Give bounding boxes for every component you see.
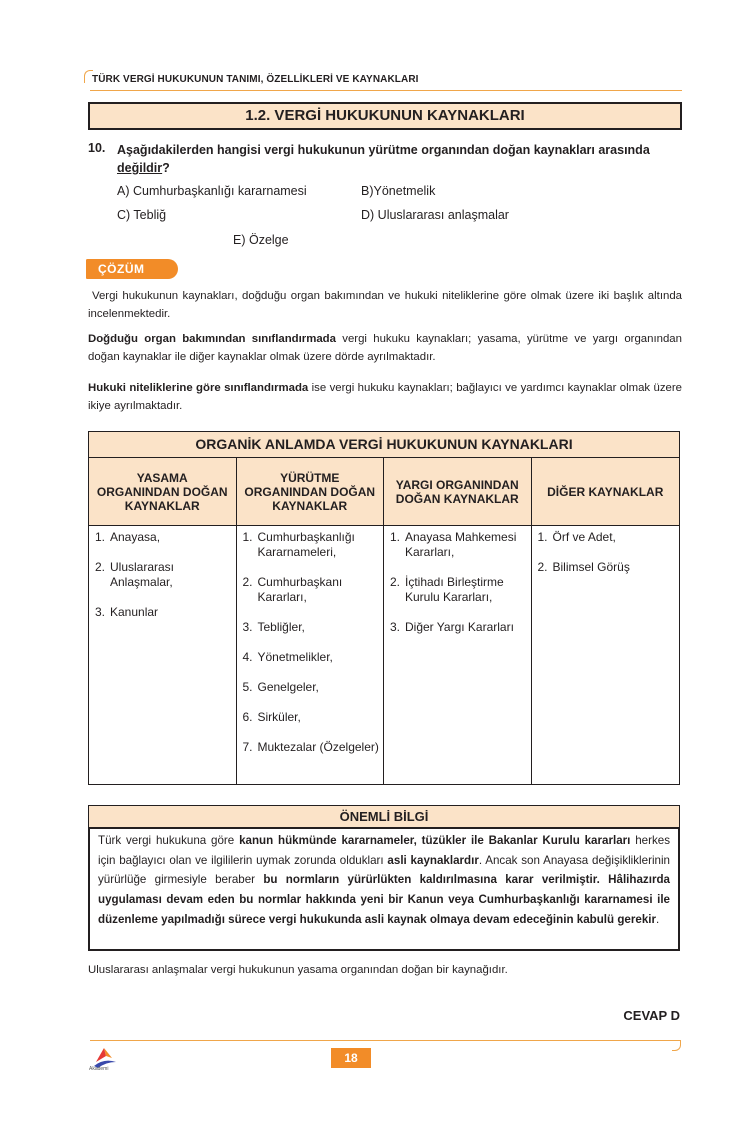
- publisher-logo-text: Akademi: [89, 1066, 109, 1072]
- table-column-header: YASAMA ORGANINDAN DOĞAN KAYNAKLAR: [89, 458, 236, 526]
- list-item-text: Anayasa,: [110, 530, 161, 544]
- list-item: [390, 575, 527, 605]
- important-info-title: ÖNEMLİ BİLGİ: [88, 805, 680, 827]
- option-c[interactable]: C) Tebliğ: [117, 208, 167, 222]
- list-item: [243, 710, 380, 725]
- list-item-text: Örf ve Adet,: [552, 530, 616, 544]
- list-item: [243, 530, 380, 560]
- list-item: [95, 530, 232, 545]
- table-column: [532, 458, 680, 785]
- table-column-header: DİĞER KAYNAKLAR: [532, 458, 680, 526]
- list-item-text: Diğer Yargı Kararları: [405, 620, 514, 634]
- table-column: [384, 458, 532, 785]
- option-e[interactable]: E) Özelge: [233, 233, 289, 247]
- list-item-text: Kanunlar: [110, 605, 159, 619]
- list-item-number: 7.: [242, 740, 253, 754]
- table-column-header: YARGI ORGANINDAN DOĞAN KAYNAKLAR: [384, 458, 531, 526]
- list-item-number: 3.: [390, 620, 401, 634]
- list-item: [390, 530, 527, 560]
- list-item: [95, 605, 232, 620]
- important-info-box: Türk vergi hukukuna göre kanun hükmünde kararnameler, tüzükler ile Bakanlar Kurulu kararları herkes için bağlayıcı olan ve ilgililerin uymak zorunda oldukları asli kaynaklardır. Ancak son Anayasa değişikliklerinin yürürlüğe girmesiyle beraber bu normların yürürlükten kaldırılmasına karar verilmiştir. Hâlihazırda uygulaması devam eden bu normlar hakkında yeni bir Kanun veya Cumhurbaşkanlığı kararnamesi ile düzenleme yapılmadığı sürece vergi hukukunda asli kaynak olmaya devam edeceğinin kabulü gerekir.: [88, 827, 680, 951]
- table-column-list: [89, 526, 236, 620]
- list-item-number: 1.: [537, 530, 548, 544]
- list-item-number: 3.: [95, 605, 106, 619]
- footer-ornament: [672, 1040, 681, 1051]
- list-item-text: Muktezalar (Özelgeler): [257, 740, 379, 754]
- section-title: 1.2. VERGİ HUKUKUNUN KAYNAKLARI: [88, 102, 682, 130]
- list-item-text: Genelgeler,: [257, 680, 319, 694]
- list-item-number: 2.: [242, 575, 253, 589]
- list-item: [243, 680, 380, 695]
- list-item: [243, 650, 380, 665]
- solution-paragraph-3: Hukuki niteliklerine göre sınıflandırmada ise vergi hukuku kaynakları; bağlayıcı ve yardımcı kaynaklar olmak üzere ikiye ayrılmaktadır.: [88, 382, 682, 412]
- question-number: 10.: [88, 141, 106, 155]
- list-item-number: 2.: [390, 575, 401, 589]
- sources-table: [88, 431, 680, 785]
- list-item-text: Uluslararası Anlaşmalar,: [110, 560, 175, 589]
- table-column-list: [532, 526, 680, 575]
- list-item: [243, 620, 380, 635]
- list-item: [390, 620, 527, 635]
- solution-paragraph-2: Doğduğu organ bakımından sınıflandırmada vergi hukuku kaynakları; yasama, yürütme ve yargı organından doğan kaynaklar ile diğer kaynaklar olmak üzere dörde ayrılmaktadır.: [88, 333, 682, 363]
- list-item-number: 5.: [242, 680, 253, 694]
- running-head: TÜRK VERGİ HUKUKUNUN TANIMI, ÖZELLİKLERİ VE KAYNAKLARI: [92, 74, 419, 85]
- list-item: [243, 740, 380, 755]
- list-item: [243, 575, 380, 605]
- page-number: 18: [331, 1048, 371, 1068]
- list-item-number: 3.: [242, 620, 253, 634]
- list-item-number: 1.: [95, 530, 106, 544]
- list-item-number: 6.: [242, 710, 253, 724]
- list-item-text: Tebliğler,: [257, 620, 305, 634]
- question-text: Aşağıdakilerden hangisi vergi hukukunun yürütme organından doğan kaynakları arasında değildir?: [117, 143, 650, 175]
- list-item-text: Sirküler,: [257, 710, 301, 724]
- footer-rule: [90, 1040, 680, 1041]
- list-item-number: 4.: [242, 650, 253, 664]
- question-keyword: değildir: [117, 161, 163, 175]
- table-column-list: [237, 526, 384, 755]
- list-item-text: Cumhurbaşkanı Kararları,: [257, 575, 343, 604]
- list-item-text: Bilimsel Görüş: [552, 560, 630, 574]
- list-item: [538, 560, 676, 575]
- list-item-text: Yönetmelikler,: [257, 650, 333, 664]
- list-item-text: Anayasa Mahkemesi Kararları,: [405, 530, 517, 559]
- closing-note: Uluslararası anlaşmalar vergi hukukunun yasama organından doğan bir kaynağıdır.: [88, 964, 508, 976]
- table-columns: [89, 458, 679, 785]
- answer-label: CEVAP D: [623, 1008, 680, 1023]
- list-item: [538, 530, 676, 545]
- table-column-header: YÜRÜTME ORGANINDAN DOĞAN KAYNAKLAR: [237, 458, 384, 526]
- table-title: ORGANİK ANLAMDA VERGİ HUKUKUNUN KAYNAKLARI: [89, 432, 679, 458]
- list-item-number: 2.: [95, 560, 106, 574]
- running-head-rule: [90, 90, 682, 91]
- solution-badge: ÇÖZÜM: [86, 259, 178, 279]
- option-a[interactable]: A) Cumhurbaşkanlığı kararnamesi: [117, 184, 307, 198]
- list-item-text: Cumhurbaşkanlığı Kararnameleri,: [257, 530, 355, 559]
- list-item-number: 2.: [537, 560, 548, 574]
- table-column: [237, 458, 385, 785]
- list-item-number: 1.: [242, 530, 253, 544]
- table-column-list: [384, 526, 531, 635]
- list-item-text: İçtihadı Birleştirme Kurulu Kararları,: [405, 575, 504, 604]
- list-item: [95, 560, 232, 590]
- option-d[interactable]: D) Uluslararası anlaşmalar: [361, 208, 509, 222]
- option-b[interactable]: B)Yönetmelik: [361, 184, 436, 198]
- solution-paragraph-1: Vergi hukukunun kaynakları, doğduğu organ bakımından ve hukuki niteliklerine göre olmak üzere iki başlık altında incelenmektedir.: [88, 290, 682, 320]
- list-item-number: 1.: [390, 530, 401, 544]
- table-column: [89, 458, 237, 785]
